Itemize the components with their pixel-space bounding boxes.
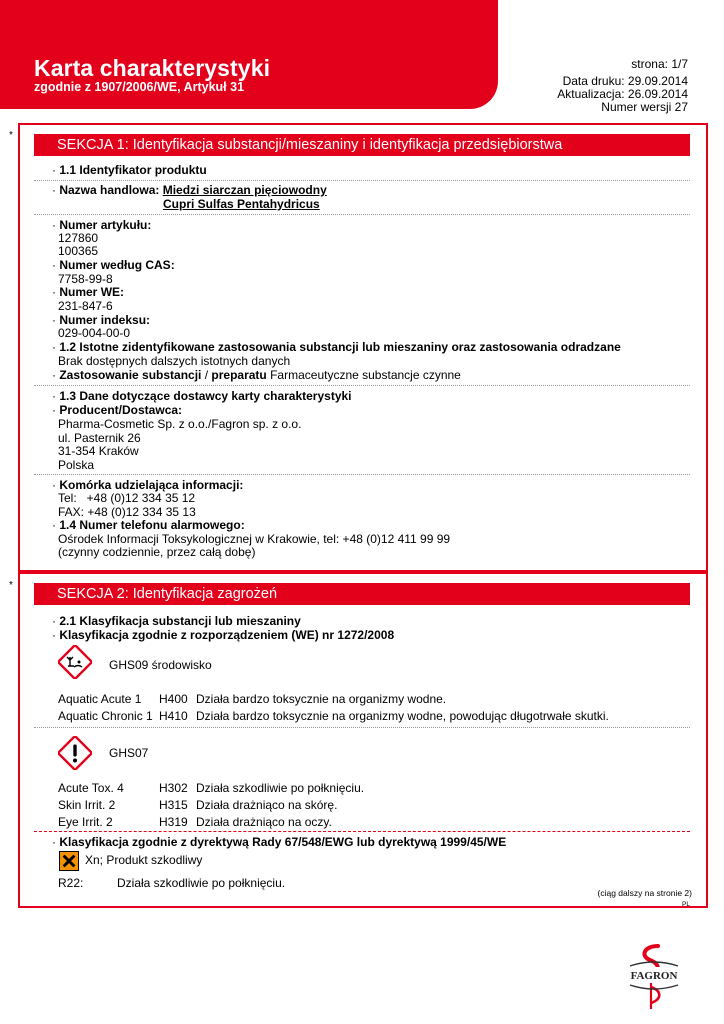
fagron-logo — [618, 943, 690, 1015]
risk-statement: Działa szkodliwie po połknięciu. — [117, 876, 286, 890]
article-number: 100365 — [58, 244, 99, 258]
product-identifier: · 1.1 Identyfikator produktu — [52, 163, 207, 177]
hazard-class: Aquatic Acute 1 — [58, 692, 142, 706]
trade-name-latin: Cupri Sulfas Pentahydricus — [163, 197, 320, 211]
page-number: strona: 1/7 — [631, 57, 688, 71]
hazard-statement: Działa drażniąco na oczy. — [196, 815, 332, 829]
hazard-class: Acute Tox. 4 — [58, 781, 124, 795]
hazard-code: H302 — [159, 781, 188, 795]
ghs09-label: GHS09 środowisko — [109, 658, 212, 672]
logo-wordmark: FAGRON — [630, 970, 678, 982]
exclamation-hazard-icon — [58, 736, 92, 770]
producer-address: Pharma-Cosmetic Sp. z o.o./Fagron sp. z o.o. — [58, 417, 302, 431]
hazard-class: Eye Irrit. 2 — [58, 815, 113, 829]
emergency-number: Ośrodek Informacji Toksykologicznej w Krakowie, tel: +48 (0)12 411 99 99 — [58, 532, 451, 546]
cas-value: 7758-99-8 — [58, 272, 113, 286]
document-title: Karta charakterystyki — [34, 55, 271, 81]
separator — [34, 831, 690, 832]
hazard-statement: Działa bardzo toksycznie na organizmy wodne. — [196, 692, 447, 706]
info-label: · Komórka udzielająca informacji: — [52, 478, 244, 492]
uses-label: · 1.2 Istotne zidentyfikowane zastosowania substancji lub mieszaniny oraz zastosowania odradzane — [52, 340, 621, 354]
producer-address: Polska — [58, 458, 95, 472]
hazard-code: H400 — [159, 692, 188, 706]
ghs07-label: GHS07 — [109, 746, 149, 760]
hazard-class: Skin Irrit. 2 — [58, 798, 116, 812]
language-code: PL — [682, 901, 690, 908]
emergency-label: · 1.4 Numer telefonu alarmowego: — [52, 518, 245, 532]
we-label: · Numer WE: — [52, 285, 125, 299]
document-subtitle: zgodnie z 1907/2006/WE, Artykuł 31 — [34, 80, 245, 94]
separator — [34, 385, 690, 386]
producer-label: · Producent/Dostawca: — [52, 403, 183, 417]
separator — [34, 214, 690, 215]
risk-code: R22: — [58, 876, 84, 890]
hazard-class: Aquatic Chronic 1 — [58, 709, 153, 723]
producer-address: 31-354 Kraków — [58, 444, 139, 458]
change-marker: * — [9, 580, 13, 591]
separator — [34, 180, 690, 181]
update-date: Aktualizacja: 26.09.2014 — [557, 87, 688, 101]
separator — [34, 474, 690, 475]
phone-number: Tel: +48 (0)12 334 35 12 — [58, 491, 196, 505]
trade-name: · Nazwa handlowa: Miedzi siarczan pięciowodny — [52, 183, 327, 197]
change-marker: * — [9, 130, 13, 141]
supplier-details: · 1.3 Dane dotyczące dostawcy karty charakterystyki — [52, 389, 352, 403]
date-info — [557, 75, 688, 114]
classification-label: · 2.1 Klasyfikacja substancji lub mieszaniny — [52, 614, 301, 628]
hazard-statement: Działa szkodliwie po połknięciu. — [196, 781, 365, 795]
index-label: · Numer indeksu: — [52, 313, 151, 327]
section-1-title: SEKCJA 1: Identyfikacja substancji/mieszaniny i identyfikacja przedsiębiorstwa — [34, 134, 690, 156]
article-number: 127860 — [58, 231, 99, 245]
directive-label: · Klasyfikacja zgodnie z dyrektywą Rady 67/548/EWG lub dyrektywą 1999/45/WE — [52, 835, 507, 849]
hazard-statement: Działa bardzo toksycznie na organizmy wodne, powodując długotrwałe skutki. — [196, 709, 609, 723]
emergency-hours: (czynny codziennie, przez całą dobę) — [58, 545, 256, 559]
section-2-title: SEKCJA 2: Identyfikacja zagrożeń — [34, 583, 690, 605]
cas-label: · Numer według CAS: — [52, 258, 175, 272]
regulation-label: · Klasyfikacja zgodnie z rozporządzeniem (WE) nr 1272/2008 — [52, 628, 395, 642]
continued-note: (ciąg dalszy na stronie 2) — [597, 888, 692, 898]
version-number: Numer wersji 27 — [601, 100, 688, 114]
xn-label: Xn; Produkt szkodliwy — [85, 853, 203, 867]
uses-value: Brak dostępnych dalszych istotnych danych — [58, 354, 291, 368]
application-line: · Zastosowanie substancji / preparatu Farmaceutyczne substancje czynne — [52, 368, 461, 382]
environment-hazard-icon — [58, 645, 92, 679]
article-label: · Numer artykułu: — [52, 218, 152, 232]
hazard-statement: Działa drażniąco na skórę. — [196, 798, 338, 812]
harmful-x-icon — [59, 851, 79, 871]
hazard-code: H315 — [159, 798, 188, 812]
we-value: 231-847-6 — [58, 299, 113, 313]
hazard-code: H319 — [159, 815, 188, 829]
fax-number: FAX: +48 (0)12 334 35 13 — [58, 505, 196, 519]
producer-address: ul. Pasternik 26 — [58, 431, 141, 445]
print-date: Data druku: 29.09.2014 — [562, 74, 688, 88]
index-value: 029-004-00-0 — [58, 326, 131, 340]
hazard-code: H410 — [159, 709, 188, 723]
separator — [34, 727, 690, 728]
